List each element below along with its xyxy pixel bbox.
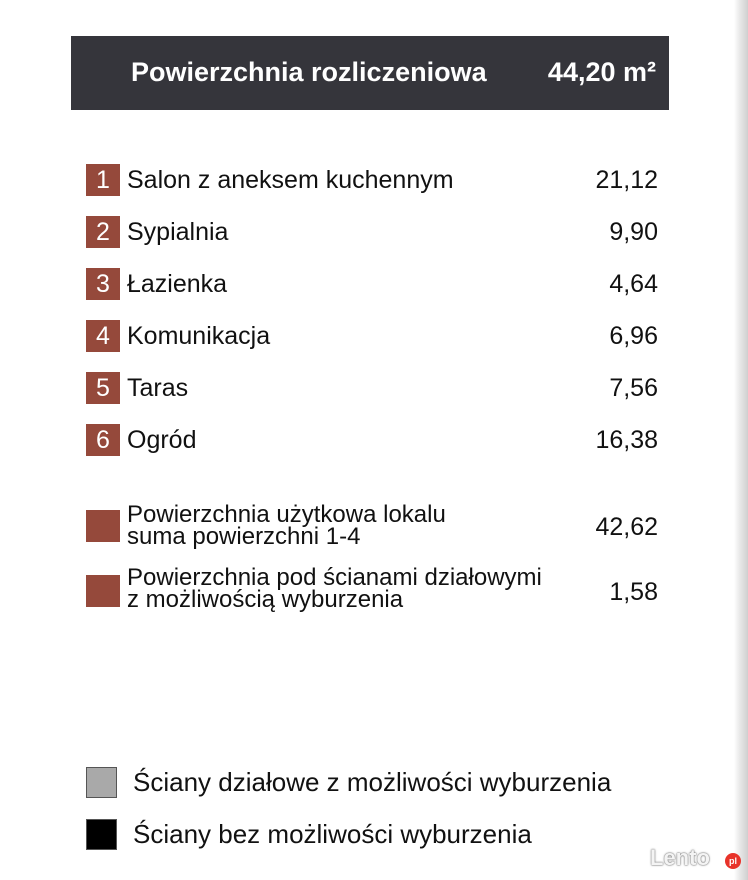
room-label: Komunikacja xyxy=(127,322,271,350)
room-row xyxy=(86,424,658,458)
area-header xyxy=(71,36,669,110)
room-label: Ogród xyxy=(127,426,197,454)
room-number-badge: 6 xyxy=(86,424,120,456)
header-label: Powierzchnia rozliczeniowa xyxy=(131,57,487,87)
summary-value: 1,58 xyxy=(609,578,658,606)
room-row xyxy=(86,164,658,198)
room-number-badge: 4 xyxy=(86,320,120,352)
summary-swatch xyxy=(86,510,120,542)
summary-line: Powierzchnia pod ścianami działowymi xyxy=(127,564,542,591)
summary-text xyxy=(127,564,542,613)
legend-label: Ściany działowe z możliwości wyburzenia xyxy=(133,767,612,797)
header-value: 44,20 m² xyxy=(547,57,656,87)
watermark-logo: Lento xyxy=(650,845,710,870)
page-edge-shadow xyxy=(734,0,748,880)
summary-text xyxy=(127,501,446,550)
room-row xyxy=(86,320,658,354)
room-row xyxy=(86,372,658,406)
summary-value: 42,62 xyxy=(595,513,658,541)
watermark-badge: pl xyxy=(725,853,741,869)
legend-swatch xyxy=(86,767,117,798)
room-area: 21,12 xyxy=(595,166,658,194)
room-area: 7,56 xyxy=(609,374,658,402)
room-label: Łazienka xyxy=(127,270,228,298)
room-label: Salon z aneksem kuchennym xyxy=(127,166,454,194)
room-area: 6,96 xyxy=(609,322,658,350)
legend-label: Ściany bez możliwości wyburzenia xyxy=(133,819,532,849)
summary-line: Powierzchnia użytkowa lokalu xyxy=(127,501,446,528)
room-number-badge: 3 xyxy=(86,268,120,300)
room-row xyxy=(86,216,658,250)
room-area: 16,38 xyxy=(595,426,658,454)
summary-line: suma powierzchni 1-4 xyxy=(127,523,361,550)
legend-swatch xyxy=(86,819,117,850)
room-number-badge: 1 xyxy=(86,164,120,196)
summary-line: z możliwością wyburzenia xyxy=(127,586,404,613)
room-number-badge: 5 xyxy=(86,372,120,404)
room-area: 9,90 xyxy=(609,218,658,246)
room-label: Taras xyxy=(127,374,189,402)
room-row xyxy=(86,268,658,302)
room-label: Sypialnia xyxy=(127,218,229,246)
room-area: 4,64 xyxy=(609,270,658,298)
room-number-badge: 2 xyxy=(86,216,120,248)
summary-swatch xyxy=(86,575,120,607)
